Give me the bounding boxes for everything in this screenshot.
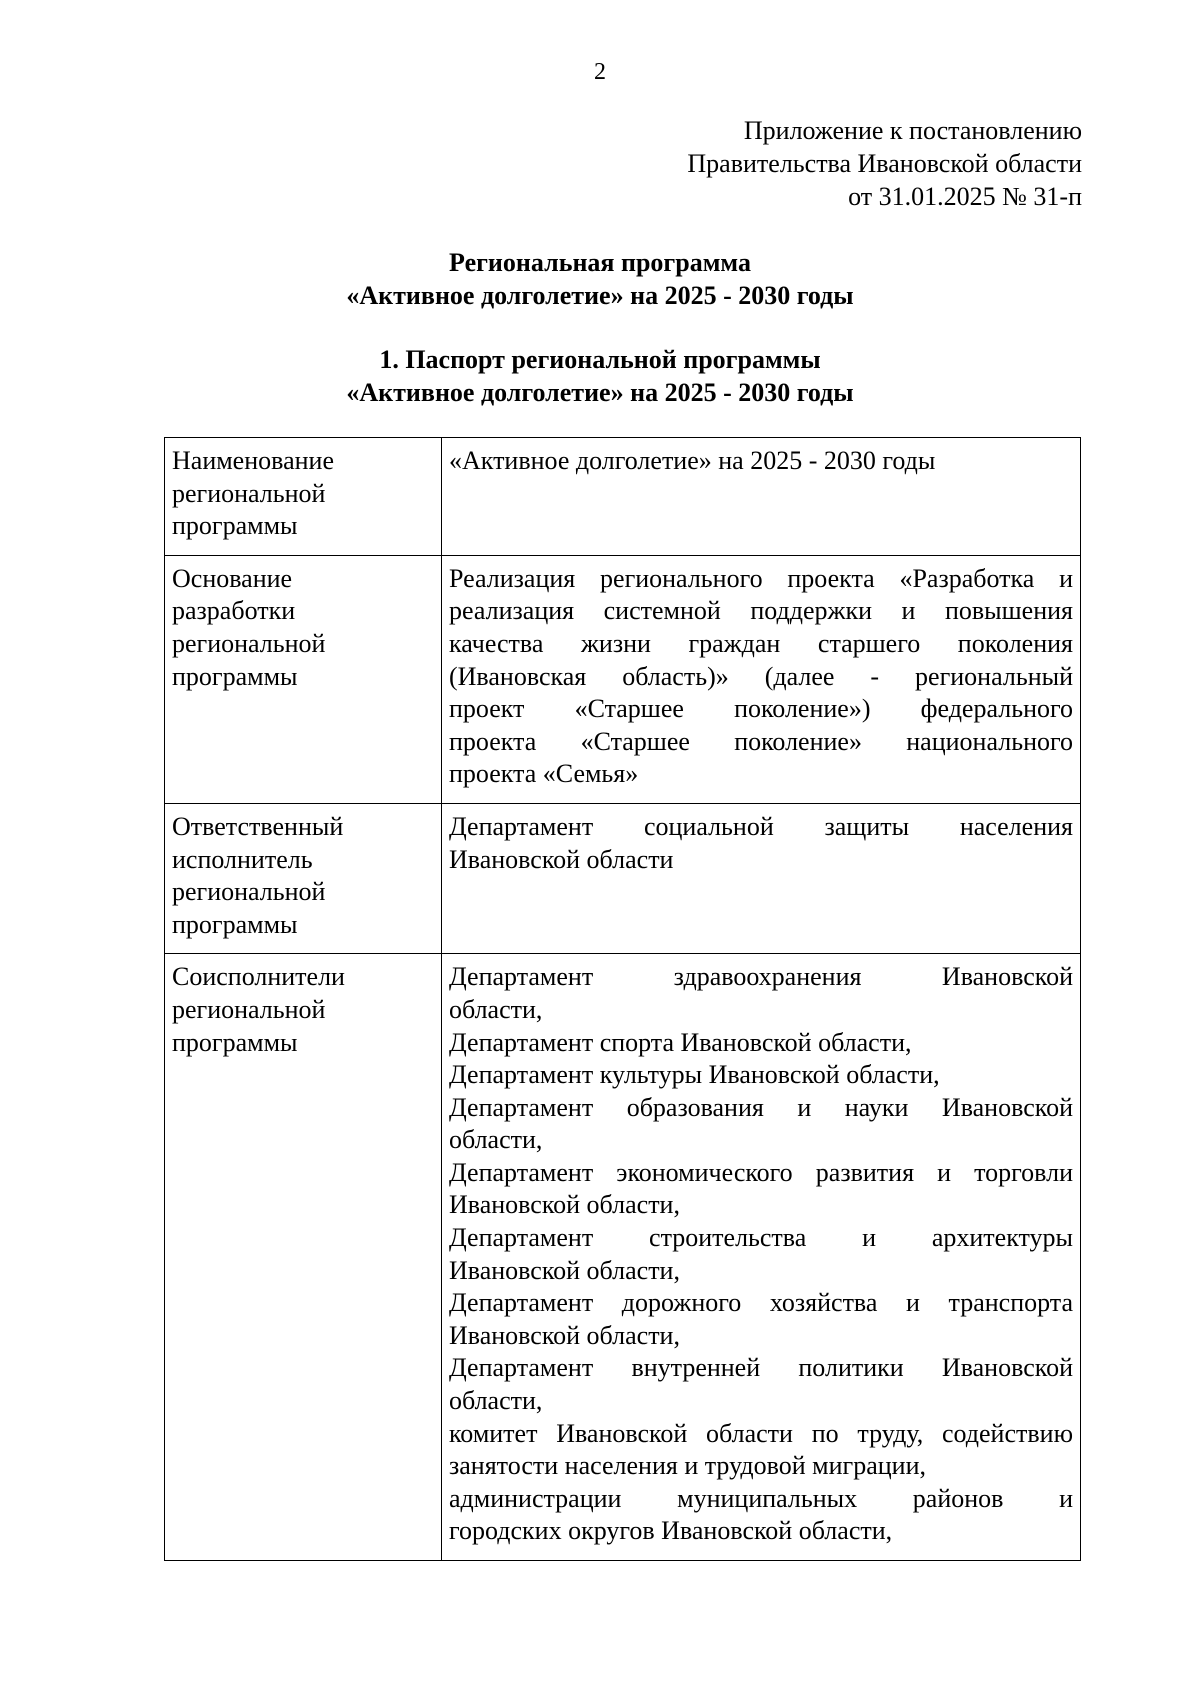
value-line: Ивановской области, [449, 1255, 680, 1285]
document-title [0, 246, 1200, 312]
label-line: Наименование [172, 446, 334, 475]
value-line: реализация системной поддержки и повышения [449, 596, 1073, 626]
table-row [165, 954, 1081, 1561]
label-line: Ответственный [172, 811, 344, 841]
value-line: проект «Старшее поколение») федерального [449, 694, 1073, 724]
value-line: (Ивановская область)» (далее - региональный [449, 661, 1073, 691]
value-line: Департамент строительства и архитектуры [449, 1223, 1073, 1253]
label-line: программы [172, 1027, 298, 1057]
label-line: Основание [172, 563, 293, 593]
table-row [165, 803, 1081, 953]
label-line: Соисполнители [172, 962, 345, 992]
row-value [442, 954, 1081, 1561]
appendix-line: Правительства Ивановской области [687, 149, 1082, 178]
document-title-line: Региональная программа [449, 248, 751, 277]
value-line: Реализация регионального проекта «Разработка и [449, 563, 1073, 593]
label-line: программы [172, 909, 298, 939]
value-line: комитет Ивановской области по труду, содействию [449, 1418, 1073, 1448]
label-line: программы [172, 511, 298, 541]
table-row [165, 555, 1081, 803]
section-title-line: 1. Паспорт региональной программы [379, 345, 821, 374]
row-value [442, 803, 1081, 953]
label-line: разработки [172, 596, 296, 626]
value-line: Департамент внутренней политики Ивановской [449, 1353, 1073, 1383]
value-line: области, [449, 994, 543, 1024]
value-line: занятости населения и трудовой миграции, [449, 1451, 926, 1481]
value-line: проекта «Старшее поколение» национального [449, 726, 1073, 756]
value-line: городских округов Ивановской области, [449, 1516, 893, 1546]
appendix-date-line: от 31.01.2025 № 31-п [848, 182, 1082, 211]
value-line: Ивановской области, [449, 1190, 680, 1220]
label-line: исполнитель [172, 844, 313, 874]
value-line: проекта «Семья» [449, 759, 639, 789]
value-line: «Активное долголетие» на 2025 - 2030 годы [449, 446, 936, 475]
appendix-line: Приложение к постановлению [743, 116, 1082, 145]
document-title-line: «Активное долголетие» на 2025 - 2030 годы [346, 281, 854, 310]
row-value [442, 438, 1081, 556]
value-line: Ивановской области [449, 844, 674, 874]
value-line: администрации муниципальных районов и [449, 1483, 1073, 1513]
value-line: Департамент здравоохранения Ивановской [449, 962, 1073, 992]
row-label [165, 438, 442, 556]
value-line: Департамент экономического развития и торговли [449, 1157, 1073, 1187]
value-line: Департамент образования и науки Ивановской [449, 1092, 1073, 1122]
section-title [0, 343, 1200, 409]
value-line: Ивановской области, [449, 1320, 680, 1350]
value-line: Департамент спорта Ивановской области, [449, 1027, 912, 1057]
label-line: региональной [172, 478, 326, 508]
passport-table [164, 437, 1081, 1561]
value-line: Департамент дорожного хозяйства и транспорта [449, 1288, 1073, 1318]
page-number: 2 [594, 59, 606, 85]
label-line: региональной [172, 877, 326, 907]
row-label [165, 954, 442, 1561]
row-label [165, 803, 442, 953]
label-line: региональной [172, 994, 326, 1024]
label-line: региональной [172, 628, 326, 658]
value-line: Департамент социальной защиты населения [449, 811, 1073, 841]
table-row [165, 438, 1081, 556]
label-line: программы [172, 661, 298, 691]
row-value [442, 555, 1081, 803]
value-line: области, [449, 1125, 543, 1155]
value-line: Департамент культуры Ивановской области, [449, 1060, 940, 1090]
row-label [165, 555, 442, 803]
value-line: области, [449, 1386, 543, 1416]
section-title-line: «Активное долголетие» на 2025 - 2030 годы [346, 378, 854, 407]
appendix-header [687, 114, 1082, 213]
value-line: качества жизни граждан старшего поколения [449, 628, 1073, 658]
